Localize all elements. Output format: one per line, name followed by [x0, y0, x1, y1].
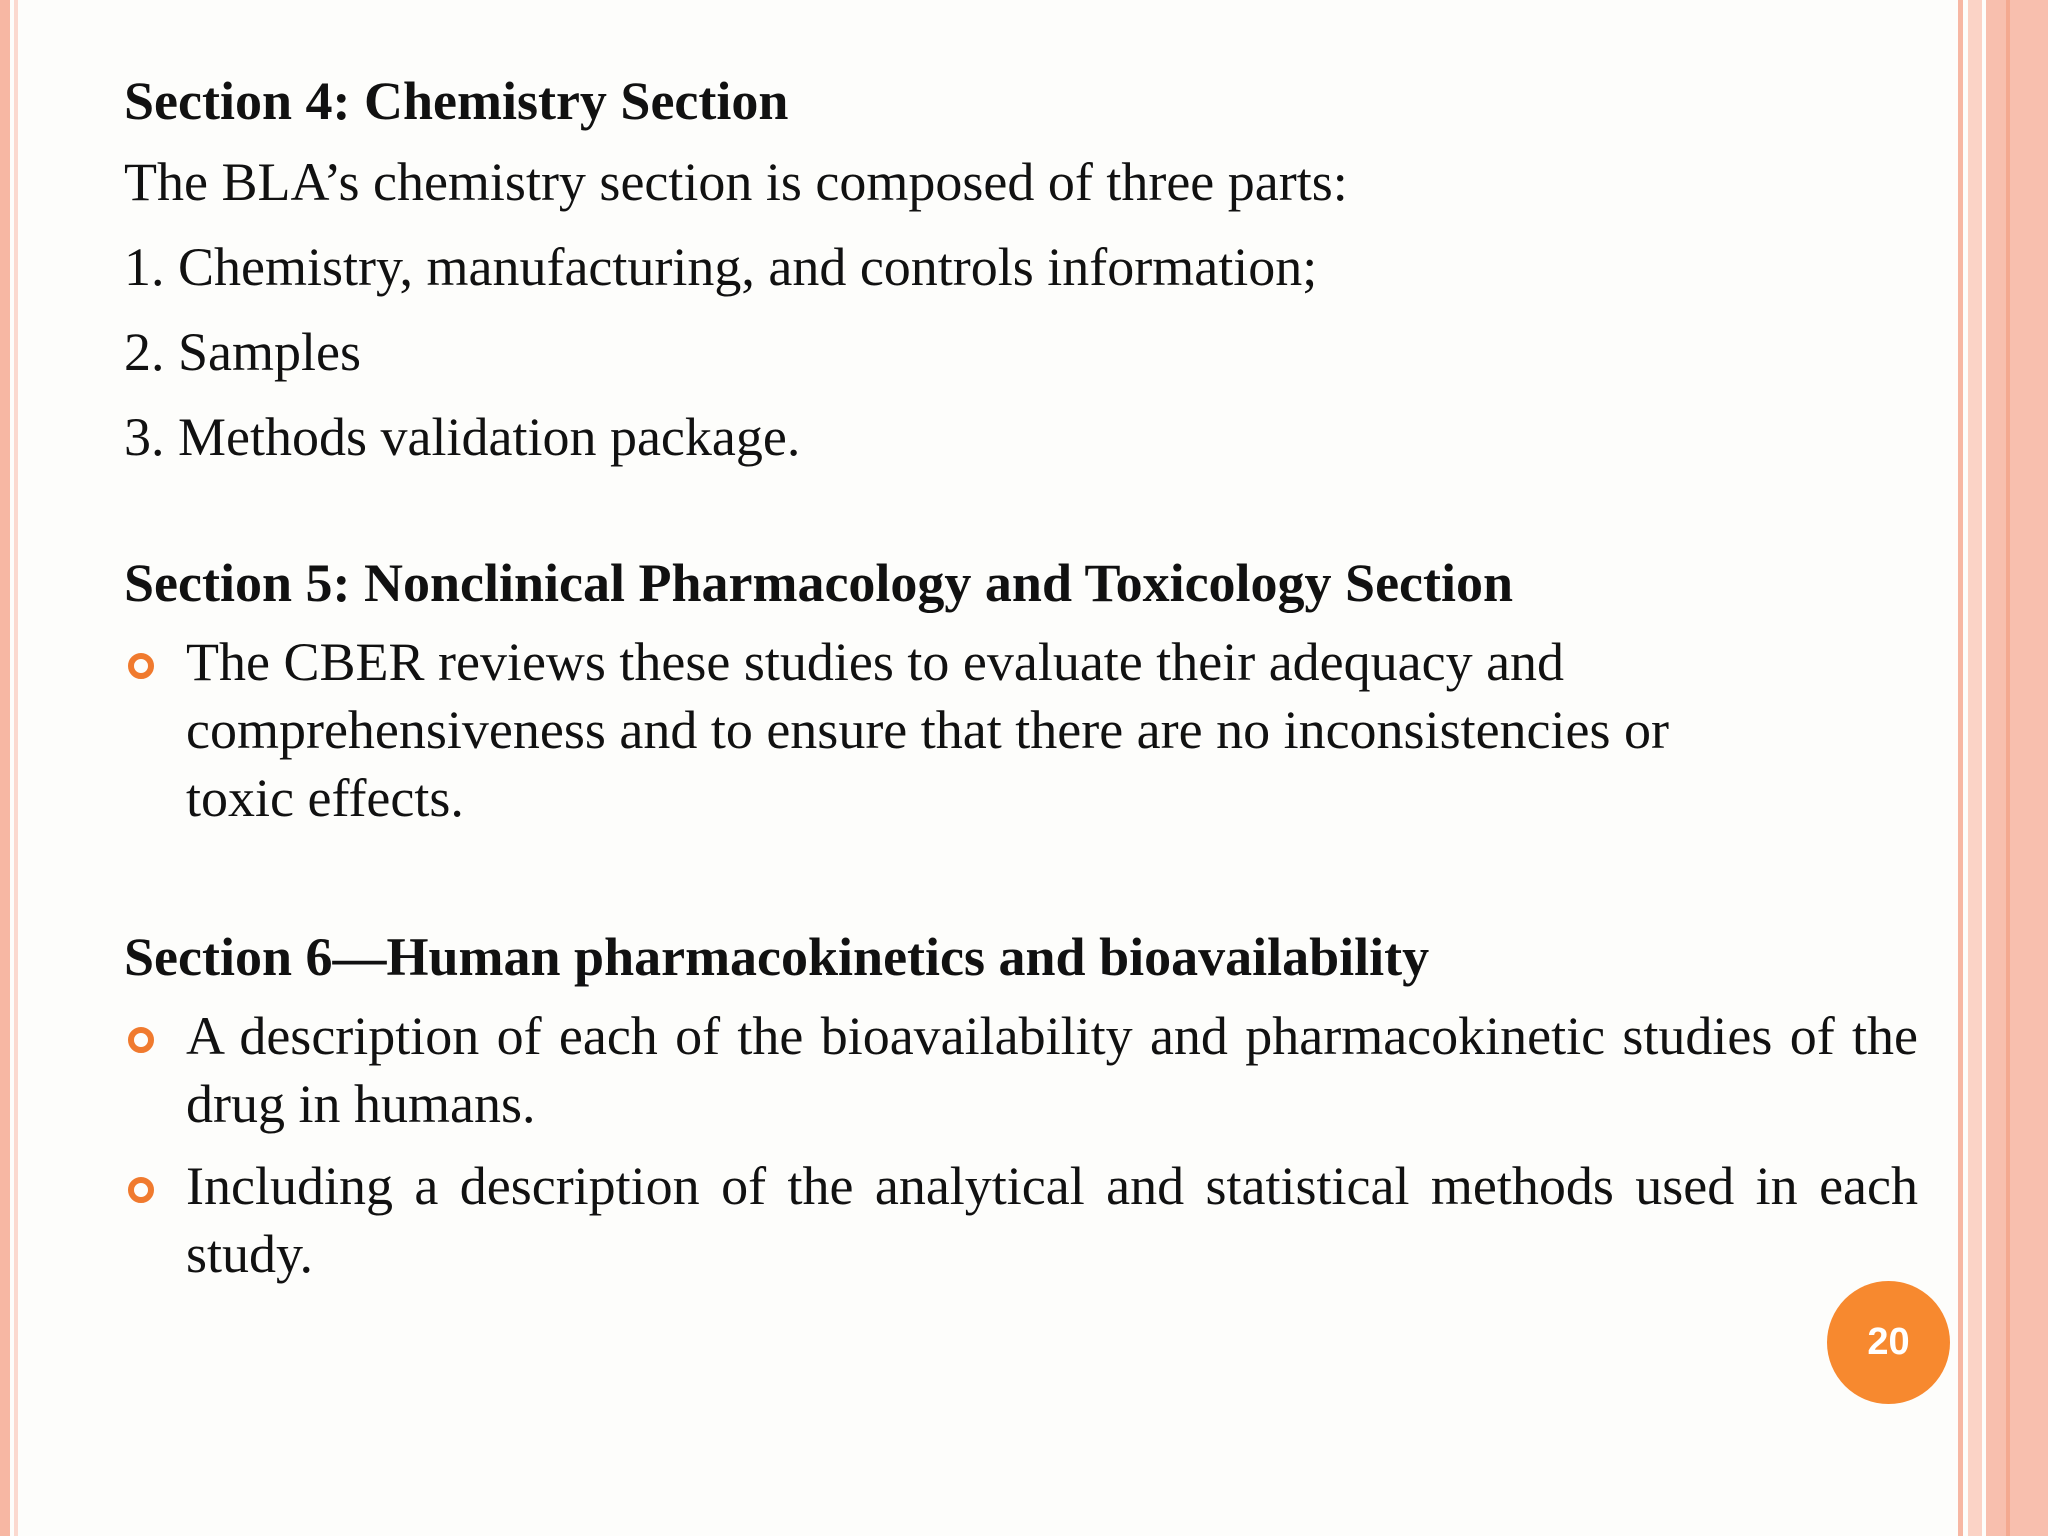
section-5-bullet-1	[124, 628, 1918, 832]
page-number-badge: 20	[1827, 1281, 1950, 1404]
section-6-bullet-2	[124, 1152, 1918, 1288]
right-border-line	[2006, 0, 2010, 1536]
spacer	[124, 480, 1794, 544]
bullet-circle-icon	[128, 1177, 154, 1203]
section-6-bullet-1	[124, 1002, 1918, 1138]
section-6-heading: Section 6—Human pharmacokinetics and bioavailability	[124, 927, 1430, 987]
section-4-item-3: 3. Methods validation package.	[124, 407, 801, 467]
left-border-inner-stripe	[14, 0, 18, 1536]
bullet-circle-icon	[128, 653, 154, 679]
section-4-item-2: 2. Samples	[124, 322, 361, 382]
section-4-item-1: 1. Chemistry, manufacturing, and controls information;	[124, 237, 1318, 297]
section-4-intro: The BLA’s chemistry section is composed of three parts:	[124, 152, 1348, 212]
spacer	[124, 846, 1794, 918]
bullet-circle-icon	[128, 1027, 154, 1053]
slide-content	[124, 62, 1918, 1302]
right-border-wide-stripe	[1986, 0, 2048, 1536]
right-border-band	[1968, 0, 1982, 1536]
bullet-text: A description of each of the bioavailability and pharmacokinetic studies of the drug in humans.	[186, 1006, 1918, 1134]
bullet-text: Including a description of the analytical and statistical methods used in each study.	[186, 1156, 1918, 1284]
bullet-text: The CBER reviews these studies to evaluate their adequacy and comprehensiveness and to ensure that there are no inconsistencies or toxic effects.	[186, 632, 1669, 828]
left-border-stripe	[0, 0, 10, 1536]
section-4-heading: Section 4: Chemistry Section	[124, 71, 789, 131]
section-5-heading: Section 5: Nonclinical Pharmacology and Toxicology Section	[124, 553, 1514, 613]
right-border-thin-stripe	[1958, 0, 1963, 1536]
